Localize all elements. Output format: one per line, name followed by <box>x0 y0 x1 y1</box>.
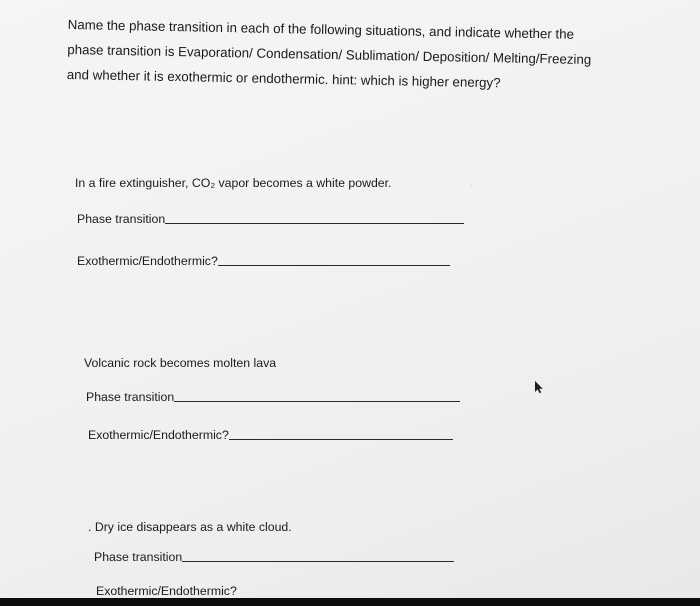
question-2-thermo-label: Exothermic/Endothermic? <box>88 428 229 442</box>
question-3-phase-field[interactable] <box>94 550 454 564</box>
question-2-thermo-answer-line[interactable] <box>229 438 453 440</box>
question-1-thermo-answer-line[interactable] <box>218 264 450 266</box>
instructions <box>67 12 688 99</box>
question-3-thermo-field[interactable] <box>96 584 237 598</box>
question-3-phase-answer-line[interactable] <box>182 560 454 562</box>
question-2-phase-field[interactable] <box>86 390 460 404</box>
instructions-line-2: phase transition is Evaporation/ Condensation/ Sublimation/ Deposition/ Melting/Freezing <box>67 41 592 68</box>
question-3-prompt: . Dry ice disappears as a white cloud. <box>88 520 292 534</box>
question-2-phase-label: Phase transition <box>86 390 175 404</box>
question-1-thermo-label: Exothermic/Endothermic? <box>77 254 218 268</box>
question-2-phase-answer-line[interactable] <box>174 400 460 402</box>
question-1-phase-answer-line[interactable] <box>165 222 464 224</box>
question-2-prompt: Volcanic rock becomes molten lava <box>84 356 277 370</box>
instructions-line-1: Name the phase transition in each of the following situations, and indicate whether the <box>67 16 575 42</box>
question-1 <box>75 176 391 190</box>
question-1-thermo-field[interactable] <box>77 254 450 268</box>
question-2 <box>84 356 276 370</box>
question-3-phase-label: Phase transition <box>94 550 183 564</box>
question-3 <box>88 520 292 534</box>
photo-bottom-edge <box>0 598 700 606</box>
mouse-pointer-icon <box>534 380 544 394</box>
question-1-phase-field[interactable] <box>77 212 464 226</box>
speck: · <box>470 180 474 191</box>
question-3-thermo-label: Exothermic/Endothermic? <box>96 584 237 598</box>
question-1-phase-label: Phase transition <box>77 212 166 226</box>
instructions-line-3: and whether it is exothermic or endothermic. hint: which is higher energy? <box>66 66 501 91</box>
question-1-prompt: In a fire extinguisher, CO₂ vapor becomes a white powder. <box>75 176 392 190</box>
question-2-thermo-field[interactable] <box>88 428 453 442</box>
